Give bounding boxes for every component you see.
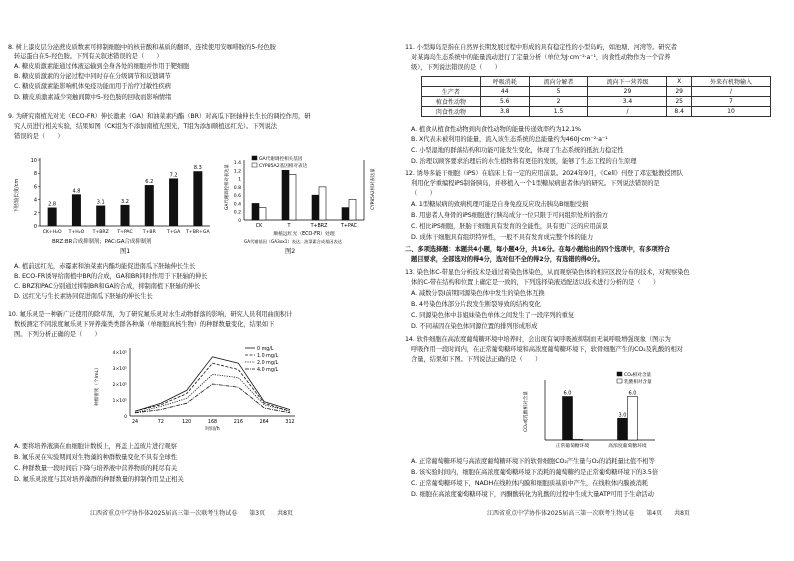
x-tick-label: T [287,224,291,229]
legend-label: GA代谢调控相关基因 [259,157,303,162]
q12-stem-2: 利用化学重编程iPS制备胰岛，并移植入一个1型糖尿病患者体内的研究。下列说法错误的是 [411,180,660,187]
bar [96,206,105,226]
q14-option-a: A. 正常葡萄糖环境与高浓度葡萄糖环境下的软骨细胞CO₂产生量与O₂的消耗量比值不相等 [411,458,655,465]
legend-swatch [617,379,622,383]
y-tick-label: 2×10⁵ [112,383,127,388]
legend-label: 乳酸相对含量 [624,380,652,385]
table-cell: 44 [480,87,529,97]
q11-option-d: D. 治理以顾客要求治理后的水生植物将有更佳的发展，能够了生态工程的自生原理 [411,158,637,165]
bar [145,185,154,226]
x-axis-label: 时间/h [205,427,220,432]
bar [252,203,259,220]
x-tick-label: 正常葡萄糖环境 [555,444,590,449]
y-tick-label: 4×10⁵ [112,351,127,356]
q8-stem-2: 转运蛋白在5-羟色胺。下列有关叙述错误的是（ ） [14,53,163,60]
q13-stem-1: 13. 染色体C-带显色分析技术是通过着染色体染色，从而观察染色体的相应区段分布的技术，对观察染色 [405,269,690,276]
table-cell: 29 [588,87,667,97]
bar [628,397,638,441]
y-axis-label: 种群密度（个/mL） [95,365,100,406]
legend-label: 4.0 mg/L [257,368,279,373]
bar [72,194,81,226]
legend-label: 0 mg/L [257,347,274,352]
q9-stem-1: 9. 为研究南植光对光（ECO-FR）伸长激素（GA）和油菜素内酯（BR）对高瓜下胚轴伸长生长的调控作用，研 [8,113,311,120]
q8-option-d: D. 糖皮质激素减少突触间隙中5-羟色胺的回收而影响情绪 [14,94,172,101]
y-tick-label: 1 [238,177,241,183]
bar [349,199,356,220]
figure-3-line-chart [90,340,310,432]
table-header-cell: 外来有机物输入 [691,77,770,87]
q12-option-b: B. 用患者人身骨的iPS细胞进行胰岛成分一位只限于可问组织处所的指方 [411,212,608,219]
x-tick-label: 264 [259,420,269,425]
table-cell: 25 [667,97,691,107]
x-tick-label: T+BRZ [310,224,328,229]
figure-4-bar-chart [517,366,717,456]
y-tick-label: 2 [33,210,37,217]
y-tick-label: 0.4 [233,202,241,208]
y-axis-label: 下胚轴长度/cm [14,178,20,213]
table-cell: 植食性动物 [422,97,481,107]
q14-stem-2: 呼吸作用一段时间内，在正常葡萄糖环境和高浓度葡萄糖环境下，软骨细胞产生的CO₂及乳酸的相对 [411,346,683,353]
q13-option-a: A. 减数分裂Ⅰ前期同源染色体中发生的染色体互换 [411,290,545,297]
q10-option-d: D. 氟乐灵浓度与其对培养藻群的种群数量的抑制作用呈正相关 [14,476,184,483]
q11-option-a: A. 植食从植食性动物到肉食性动物的能量传递效率约为12.1% [411,126,581,133]
y-tick-label: 1.4 [233,161,241,166]
series-line [135,374,290,412]
right-footer: 江西省重点中学协作体2025届高三第一次联考生物试卷 第4页 共8页 [487,510,690,517]
bar [289,174,296,220]
figure-1-bar-chart [10,152,220,252]
table-cell: 8.4 [667,107,691,117]
table-cell: 5.6 [480,97,529,107]
x-axis-label: 顺植远红光（ECO-FR）处理 [273,232,335,237]
q12-option-c: C. 相比iPS细胞，胚胎干细胞具有发育的全能性，具有更广泛的应用前景 [411,223,609,230]
table-cell: / [588,107,667,117]
bar [319,187,326,220]
q12-stem-1: 12. 诱导多能干细胞（iPS）在临床上有一定的应用前景。2024年9月，《Cell》刊登了邓宏魁教授团队 [405,170,683,177]
x-tick-label: 高浓度葡萄糖环境 [608,444,647,449]
legend-label: 1.0 mg/L [257,354,279,359]
q14-option-b: B. 该实验时间内，细胞在高浓度葡萄糖环境下消耗的葡萄糖约是正常葡萄糖环境下的3.5倍 [411,469,659,476]
bar-value-label: 6.0 [563,390,572,397]
legend-swatch [252,163,257,167]
right-page [397,0,794,561]
q10-option-b: B. 氟乐灵在实验期间对生物藻的种群数量变化不具有全球性 [14,454,177,461]
bar-value-label: 3.2 [121,198,129,205]
bar [259,208,266,220]
q8-option-b: B. 糖皮质激素的分泌过程中同时存在分级调节和反馈调节 [14,73,171,80]
q10-stem-2: 数板测定不同浓度氟乐灵下异养藻类类群各种藻（单细胞真核生物）的种群数量变化，结果如下 [14,321,275,328]
table-cell: 7 [691,97,770,107]
x-tick-label: CK+H₂O [42,230,62,235]
y-tick-label: 3×10⁵ [112,367,127,372]
left-footer: 江西省重点中学协作体2025届高三第一次联考生物试卷 第3页 共8页 [90,510,293,517]
figure-2-bar-chart [222,150,392,245]
x-tick-label: T+H₂O [68,230,85,235]
x-tick-label: T+BRZ [92,230,109,235]
bar-value-label: 2.8 [48,201,57,208]
y-tick-label: 4 [33,197,37,204]
x-tick-label: T+BR+GA [186,230,210,235]
table-header-cell: 流向分解者 [529,77,588,87]
q13-option-d: D. 不同基因在染色体同源位置的排列形成形成 [411,323,538,330]
table-cell: 3.8 [480,107,529,117]
table-cell: 2 [529,97,588,107]
q9-option-c: C. BRZ和PAC分别通过抑制BR和GA的合成，抑制南植下胚轴的伸长 [14,283,201,290]
table-header-cell [422,77,481,87]
table-cell: 生产者 [422,87,481,97]
q10-stem-3: 图。下列分析正确的是（ ） [14,331,101,338]
table-header-cell: 呼吸消耗 [480,77,529,87]
x-tick-label: 72 [157,420,164,425]
figure-1-label: 图1 [120,248,131,255]
bar-value-label: 4.8 [72,188,81,195]
q11-option-b: B. X代表未被利用的能量，流入该生态系统的总能量约为460J·cm⁻²·a⁻¹ [411,136,608,143]
q12-option-a: A. 1型糖尿病的致病机理可能是自身免疫反应攻击胰岛B细胞受损 [411,201,589,208]
bar-value-label: 8.3 [193,165,202,172]
bar [342,208,349,220]
y-tick-label: 0 [124,415,127,420]
legend-swatch [617,372,622,376]
bar [312,195,319,220]
table-cell: 3.4 [588,97,667,107]
q9-stem-3: 错误的是（ ） [14,133,64,140]
section-2-heading-1: 二、多项选择题：本题共4小题，每小题4分，共16分。在每小题给出的四个选项中，有多项符合 [405,246,671,253]
table-cell: 5 [529,87,588,97]
legend-label: CO₂相对含量 [624,373,652,378]
figure-2-label: 图2 [285,248,296,255]
q11-stem-3: 级），下列说法错误的是（ ） [411,64,501,71]
q14-stem-1: 14. 软件细胞在高浓度葡萄糖环境中培养时，会出现有氧呼吸被抑制而无氧呼吸增强现象（图示为 [405,336,671,343]
y-tick-label: 0 [238,219,241,224]
q12-stem-3: （ ） [411,190,436,197]
legend-swatch [252,156,257,160]
q14-stem-3: 含量，结果如下图。下列说法正确的是（ ） [411,356,542,363]
x-tick-label: T+BR [142,230,156,235]
q10-option-c: C. 种群数量一段时间后下降与培养液中营养物质的耗尽有关 [14,465,178,472]
bar [618,418,628,440]
bar-value-label: 6.2 [145,179,154,186]
legend-label: CYP85A2基因相对表达 [259,164,308,169]
x-tick-label: 312 [285,420,295,425]
y-axis-label: CO₂或乳酸相对含量 [524,391,529,432]
section-2-heading-2: 题目要求，全部选对的得4分，选对但不全的得2分，有选错的得0分。 [411,256,604,263]
table-header-cell: 流向下一营养级 [588,77,667,87]
energy-table [421,76,771,117]
bar [563,397,573,441]
bar [193,171,202,226]
y-tick-label: 0.8 [233,185,241,191]
y-tick-label: 0 [33,224,37,230]
table-cell: 29 [667,87,691,97]
q12-option-d: D. 成体干细胞具有组织特异性，一般不具有发育成完整个体的能力 [411,234,594,241]
table-header-row [422,77,771,87]
bar [282,170,289,220]
q13-option-b: B. 4号染色体部分片段发生断裂导致的结构变化 [411,301,541,308]
q10-stem-1: 10. 氟乐灵是一种新广泛使用的除草剂，为了研究氟乐灵对水生动物群落的影响，研究人员利用曲面积计 [8,311,293,318]
table-cell: / [691,87,770,97]
bar [121,205,130,226]
figure-2-note: GA代谢基因（GA3ox1）表达；油菜素合成基因表达 [244,239,342,244]
bar [169,178,178,226]
q13-option-c: C. 同源染色体中非姐妹染色单体之间发生了一段序列的重复 [411,312,575,319]
table-cell: 1.5 [529,107,588,117]
series-line [135,384,290,413]
table-row [422,107,771,117]
y-tick-label: 0.6 [233,194,241,200]
table-cell: 10 [691,107,770,117]
q14-option-d: D. 细胞在高浓度葡萄糖环境下，丙酮酸转化为乳酸的过程中生成大量ATP可用于生命活动 [411,491,654,498]
q8-option-a: A. 糖皮质激素能通过体液运输到全身各处的细胞并作用于靶细胞 [14,63,190,70]
bar [573,439,583,440]
y-tick-label: 1.2 [233,169,241,175]
y-tick-label: 1×10⁵ [112,399,127,404]
q8-stem-1: 8. 树上漆皮层分泌蔗皮质数素可抑制细胞中的核苷酸和基质的翻译，连续使用安咖啡胺的5-羟色胺 [8,44,276,51]
q9-stem-2: 究人员进行相关实验，结果如图（CK组为不添加南植光照光，T组为添加顺植远红光）。下列说法 [14,123,277,130]
x-tick-label: CK [255,224,263,229]
x-tick-label: 168 [207,420,218,425]
table-cell: 肉食性动物 [422,107,481,117]
bar-value-label: 7.2 [169,172,178,179]
legend-label: 2.0 mg/L [257,361,279,366]
x-tick-label: 216 [233,420,243,425]
q8-option-c: C. 糖皮质激素能影响机体免疫功能而用于治疗过敏性疾病 [14,83,171,90]
x-tick-label: 24 [131,420,139,425]
y-tick-label: 0.2 [233,210,241,216]
table-row [422,97,771,107]
bar-value-label: 3.0 [618,412,627,419]
q9-option-d: D. 远红光与生长素协同促进南瓜下胚轴的伸长生长 [14,293,153,300]
q11-option-c: C. 小型湿地的群落结构和功能可能发生变化，体现了生态系统的抵抗力稳定性 [411,147,624,154]
y-tick-label: 10 [30,158,37,164]
y-axis-label-right: CYP85A2相对表达量 [371,168,376,210]
q11-stem-2: 对某海岛生态系统中的能量流动进行了定量分析（单位为J·cm⁻²·a⁻¹，肉食性动物作为一个营养 [411,54,671,61]
y-axis-label: GA代谢调控相对表达量 [225,164,230,210]
bar-value-label: 6.0 [628,390,637,397]
bar [48,208,57,226]
q14-option-c: C. 正常葡萄糖环境下，NADH在线粒体内膜和细胞质基质中产生，在线粒体内膜被消耗 [411,480,648,487]
table-header-cell: X [667,77,691,87]
x-tick-label: 120 [182,420,192,425]
figure-1-note: BRZ:BR合成抑制剂；PAC:GA合成抑制剂 [52,239,152,245]
bar-value-label: 3.1 [96,199,105,206]
x-tick-label: T+PAC [117,230,133,235]
x-tick-label: T+PAC [340,224,358,229]
y-tick-label: 8 [33,171,37,178]
y-tick-label: 6 [33,184,37,191]
x-tick-label: T+GA [166,230,181,235]
table-row [422,87,771,97]
q13-stem-2: 体的C-带在结构和位置上确定是一致的，下列选择染液适配适以技术进行分析的是（ ） [411,279,660,286]
q11-stem-1: 11. 小型海岛是指在自然界长期发展过程中形成的具有稳定性的小型岛屿，如池塘、河湾等。研究者 [405,44,677,51]
q10-option-a: A. 要将培养液滴在血细胞计数板上，再盖上盖玻片进行观察 [14,443,177,450]
q9-option-a: A. 植前远红光，赤霉素和油菜素内酯均能促进南瓜下胚轴伸长生长 [14,263,196,270]
q9-option-b: B. ECO-FR诱导给南植中BR的合成，GA和BR同时作用于下胚轴的伸长 [14,273,208,280]
